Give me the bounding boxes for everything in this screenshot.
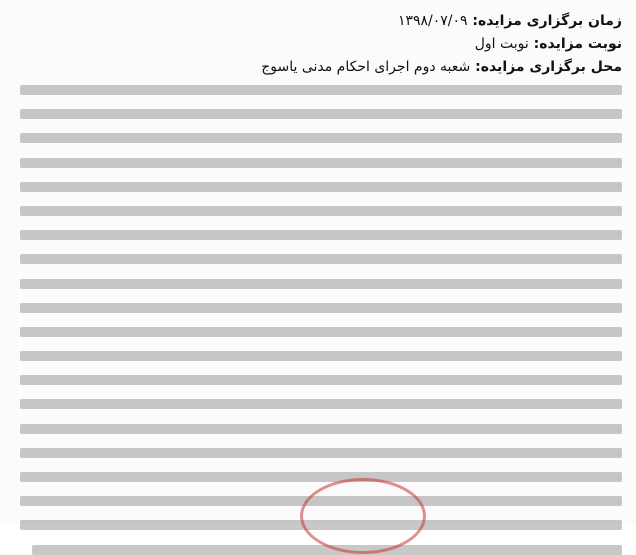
body-text-line	[20, 303, 622, 313]
body-text-line	[20, 327, 622, 337]
body-text-line	[20, 351, 622, 361]
body-text-line	[20, 472, 622, 482]
body-text-line	[20, 375, 622, 385]
body-text-line	[20, 182, 622, 192]
body-text-line	[20, 158, 622, 168]
body-text-line	[20, 424, 622, 434]
auction-date-value: ۱۳۹۸/۰۷/۰۹	[397, 13, 468, 29]
notice-body-text	[14, 85, 622, 555]
body-text-line	[20, 399, 622, 409]
body-text-line	[20, 85, 622, 95]
body-text-line	[20, 206, 622, 216]
auction-venue-label: محل برگزاری مزایده:	[475, 59, 622, 75]
body-text-line	[20, 448, 622, 458]
auction-date-label: زمان برگزاری مزایده:	[472, 13, 622, 29]
body-text-line	[20, 109, 622, 119]
body-text-line	[20, 279, 622, 289]
body-text-line	[20, 133, 622, 143]
auction-round-line	[14, 33, 622, 56]
auction-round-value: نوبت اول	[474, 36, 529, 52]
official-stamp	[300, 478, 426, 554]
auction-round-label: نوبت مزایده:	[533, 36, 622, 52]
auction-venue-line	[14, 56, 622, 79]
auction-date-line	[14, 10, 622, 33]
body-text-line	[20, 254, 622, 264]
auction-venue-value: شعبه دوم اجرای احکام مدنی یاسوج	[261, 59, 471, 75]
body-text-line	[20, 230, 622, 240]
